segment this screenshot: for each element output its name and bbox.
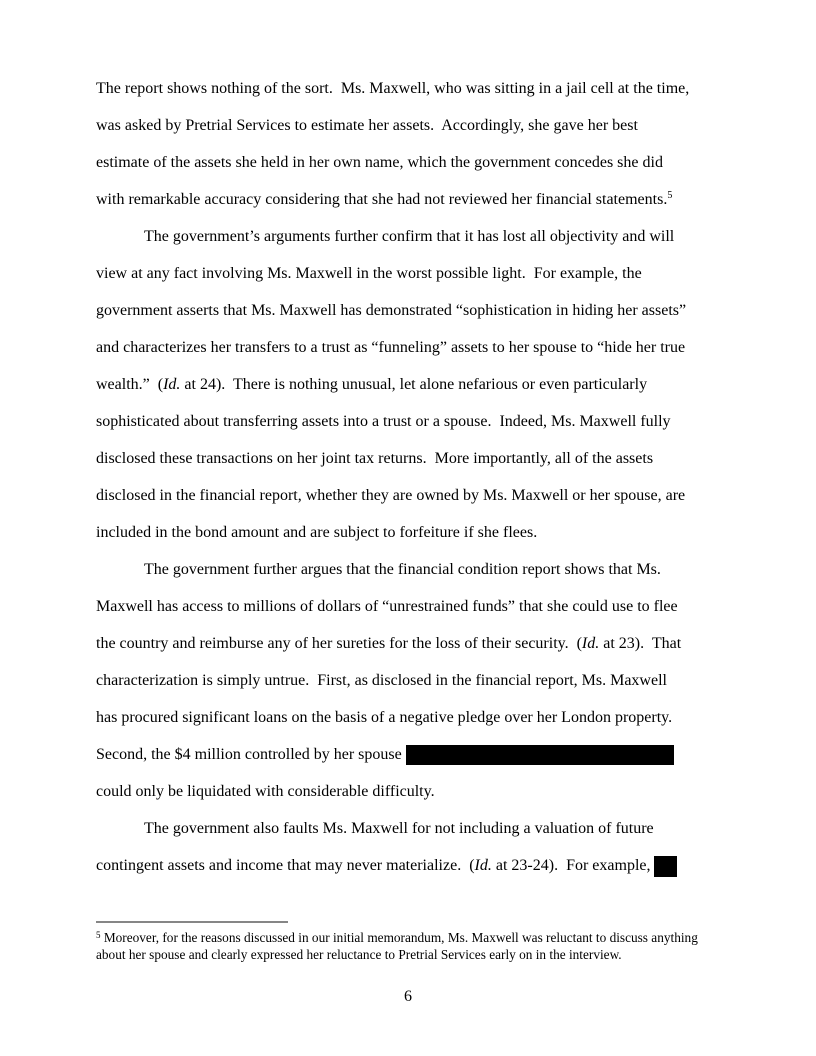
text-line (96, 736, 732, 773)
text-run: Second, the $4 million controlled by her spouse (96, 746, 406, 763)
text-run: The government’s arguments further confirm that it has lost all objectivity and will (144, 228, 675, 245)
text-line (96, 946, 736, 963)
text-run: with remarkable accuracy considering that she had not reviewed her financial statements. (96, 191, 668, 208)
paragraph (96, 551, 732, 810)
text-run: at 23). That (599, 635, 682, 652)
text-run: at 23-24). For example, (491, 857, 655, 874)
text-line (96, 366, 732, 403)
text-line (96, 773, 732, 810)
text-line (96, 70, 732, 107)
footnote (96, 929, 736, 963)
text-line (96, 181, 732, 218)
text-run: was asked by Pretrial Services to estimate her assets. Accordingly, she gave her best (96, 117, 638, 134)
text-line (96, 810, 732, 847)
text-line (96, 107, 732, 144)
text-line (96, 699, 732, 736)
text-run: The government further argues that the financial condition report shows that Ms. (144, 561, 661, 578)
text-line (96, 477, 732, 514)
text-run: sophisticated about transferring assets into a trust or a spouse. Indeed, Ms. Maxwell fully (96, 413, 671, 430)
redaction-bar (406, 745, 674, 765)
paragraph (96, 218, 732, 551)
text-line (96, 514, 732, 551)
text-run: Id. (163, 376, 181, 393)
text-line (96, 551, 732, 588)
text-run: wealth.” ( (96, 376, 164, 393)
text-line (96, 403, 732, 440)
text-run: Id. (581, 635, 600, 652)
redaction-bar (654, 856, 677, 877)
text-line (96, 847, 732, 884)
text-run: about her spouse and clearly expressed her reluctance to Pretrial Services early on in the interview. (96, 947, 622, 962)
text-run: included in the bond amount and are subject to forfeiture if she flees. (96, 524, 538, 541)
text-line (96, 329, 732, 366)
text-line (96, 144, 732, 181)
text-run: at 24). There is nothing unusual, let alone nefarious or even particularly (180, 376, 648, 393)
text-line (96, 255, 732, 292)
text-run: The report shows nothing of the sort. Ms. Maxwell, who was sitting in a jail cell at the time, (96, 80, 690, 97)
text-line (96, 218, 732, 255)
text-run: has procured significant loans on the basis of a negative pledge over her London property. (96, 709, 673, 726)
paragraph (96, 810, 732, 884)
text-run: estimate of the assets she held in her own name, which the government concedes she did (96, 154, 663, 171)
document-body (96, 70, 732, 884)
text-line (96, 662, 732, 699)
text-run: characterization is simply untrue. First, as disclosed in the financial report, Ms. Maxwell (96, 672, 667, 689)
text-run: view at any fact involving Ms. Maxwell in the worst possible light. For example, the (96, 265, 642, 282)
text-run: could only be liquidated with considerable difficulty. (96, 783, 435, 800)
text-run: Id. (474, 857, 492, 874)
text-run: the country and reimburse any of her sureties for the loss of their security. ( (96, 635, 582, 652)
text-run: government asserts that Ms. Maxwell has demonstrated “sophistication in hiding her assets” (96, 302, 687, 319)
text-run: contingent assets and income that may never materialize. ( (96, 857, 475, 874)
text-run: 5 (667, 190, 673, 201)
text-run: The government also faults Ms. Maxwell for not including a valuation of future (144, 820, 654, 837)
footnote-separator (96, 921, 288, 923)
text-run: disclosed these transactions on her joint tax returns. More importantly, all of the assets (96, 450, 654, 467)
text-run: Moreover, for the reasons discussed in our initial memorandum, Ms. Maxwell was reluctant to discuss anything (100, 930, 698, 945)
text-line (96, 625, 732, 662)
paragraph (96, 70, 732, 218)
text-run: 5 (96, 930, 101, 940)
page-number: 6 (404, 988, 412, 1005)
text-run: Maxwell has access to millions of dollars of “unrestrained funds” that she could use to flee (96, 598, 678, 615)
text-line (96, 292, 732, 329)
text-line (96, 588, 732, 625)
text-run: disclosed in the financial report, whether they are owned by Ms. Maxwell or her spouse, are (96, 487, 686, 504)
text-line (96, 929, 736, 946)
text-run: and characterizes her transfers to a trust as “funneling” assets to her spouse to “hide her true (96, 339, 686, 356)
text-line (96, 440, 732, 477)
